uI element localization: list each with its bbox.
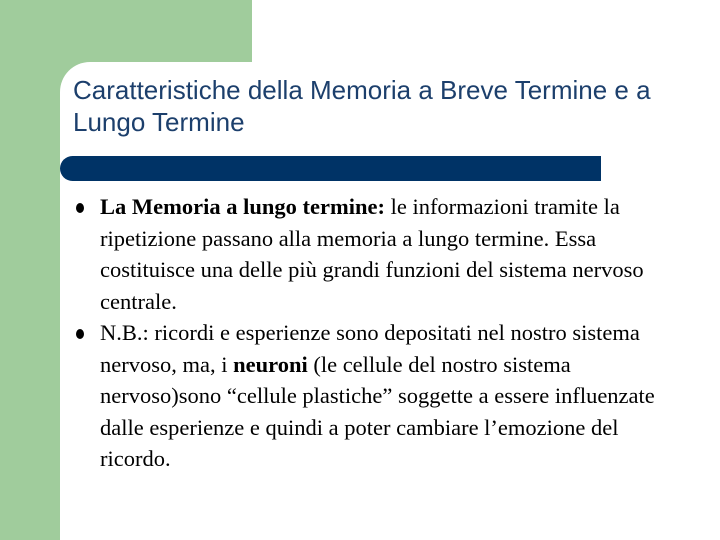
bullet-list [76,191,656,475]
bullet-text-after: (le cellule del nostro sistema nervoso)sono “cellule plastiche” soggette a essere influenzate dalle esperienze e quindi a poter cambiare l’emozione del ricordo. [100,351,655,471]
bullet-text-before: N.B.: ricordi e esperienze sono depositati nel nostro sistema nervoso, ma, i [100,320,640,377]
bullet-icon [76,329,84,339]
title-divider-bar [60,156,601,181]
bullet-item [76,191,656,317]
bullet-bold-lead: La Memoria a lungo termine: [100,194,385,219]
bullet-item [76,317,656,475]
bullet-text: le informazioni tramite la ripetizione passano alla memoria a lungo termine. Essa costituisce una delle più grandi funzioni del sistema nervoso centrale. [100,194,644,314]
slide-title: Caratteristiche della Memoria a Breve Termine e a Lungo Termine [73,75,651,137]
bullet-bold-word: neuroni [233,351,308,377]
bullet-icon [76,203,84,213]
